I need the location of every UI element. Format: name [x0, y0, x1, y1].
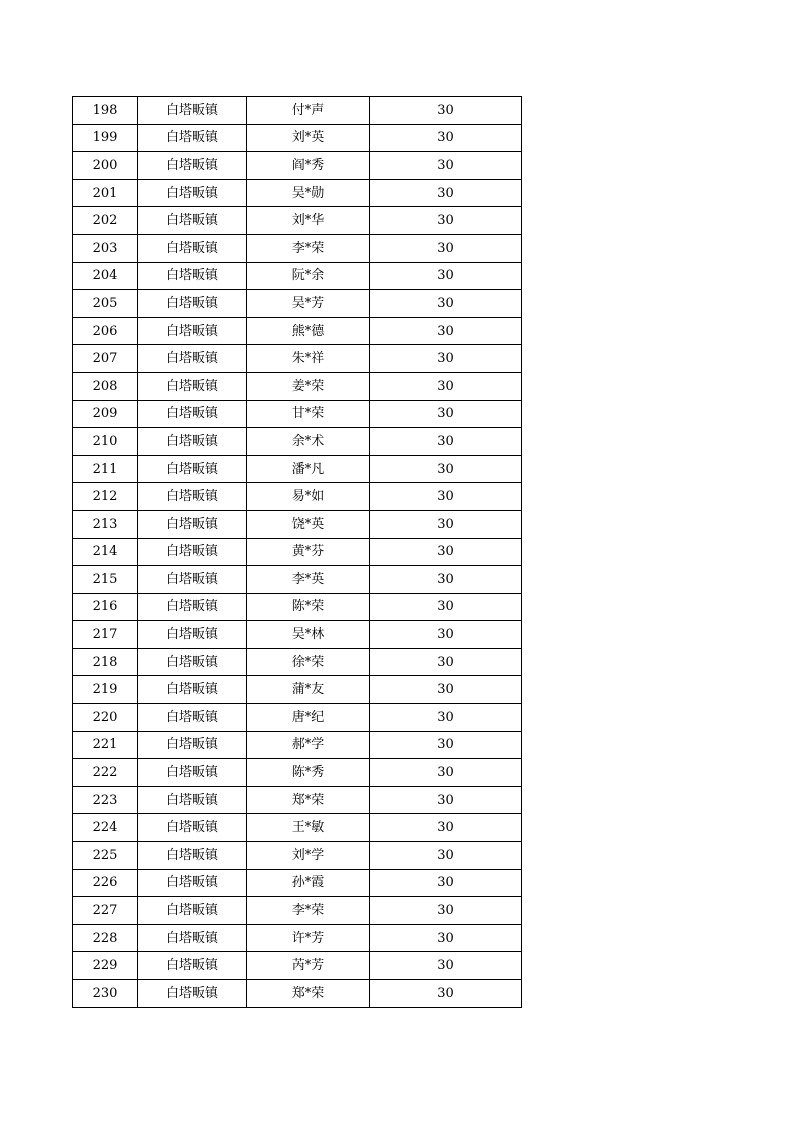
amount-cell: 30 [370, 759, 522, 787]
town-cell: 白塔畈镇 [138, 124, 247, 152]
row-number-cell: 202 [73, 207, 138, 235]
town-cell: 白塔畈镇 [138, 428, 247, 456]
table-row [73, 97, 522, 125]
town-cell: 白塔畈镇 [138, 152, 247, 180]
town-cell: 白塔畈镇 [138, 483, 247, 511]
table-row [73, 676, 522, 704]
person-name-cell: 饶*英 [247, 510, 370, 538]
row-number-cell: 198 [73, 97, 138, 125]
town-cell: 白塔畈镇 [138, 400, 247, 428]
amount-cell: 30 [370, 566, 522, 594]
amount-cell: 30 [370, 510, 522, 538]
table-row [73, 152, 522, 180]
town-cell: 白塔畈镇 [138, 786, 247, 814]
row-number-cell: 222 [73, 759, 138, 787]
row-number-cell: 225 [73, 842, 138, 870]
row-number-cell: 211 [73, 455, 138, 483]
person-name-cell: 徐*荣 [247, 648, 370, 676]
table-row [73, 621, 522, 649]
town-cell: 白塔畈镇 [138, 980, 247, 1008]
amount-cell: 30 [370, 704, 522, 732]
row-number-cell: 206 [73, 317, 138, 345]
data-table [72, 96, 522, 1008]
table-row [73, 814, 522, 842]
person-name-cell: 芮*芳 [247, 952, 370, 980]
town-cell: 白塔畈镇 [138, 538, 247, 566]
amount-cell: 30 [370, 621, 522, 649]
amount-cell: 30 [370, 842, 522, 870]
row-number-cell: 216 [73, 593, 138, 621]
amount-cell: 30 [370, 676, 522, 704]
person-name-cell: 易*如 [247, 483, 370, 511]
person-name-cell: 潘*凡 [247, 455, 370, 483]
row-number-cell: 224 [73, 814, 138, 842]
town-cell: 白塔畈镇 [138, 676, 247, 704]
table-row [73, 786, 522, 814]
amount-cell: 30 [370, 400, 522, 428]
table-row [73, 759, 522, 787]
person-name-cell: 许*芳 [247, 924, 370, 952]
amount-cell: 30 [370, 290, 522, 318]
row-number-cell: 209 [73, 400, 138, 428]
amount-cell: 30 [370, 372, 522, 400]
table-row [73, 731, 522, 759]
person-name-cell: 付*声 [247, 97, 370, 125]
row-number-cell: 215 [73, 566, 138, 594]
amount-cell: 30 [370, 317, 522, 345]
row-number-cell: 228 [73, 924, 138, 952]
amount-cell: 30 [370, 980, 522, 1008]
town-cell: 白塔畈镇 [138, 648, 247, 676]
person-name-cell: 蒲*友 [247, 676, 370, 704]
person-name-cell: 吴*芳 [247, 290, 370, 318]
amount-cell: 30 [370, 538, 522, 566]
table-row [73, 179, 522, 207]
table-row [73, 262, 522, 290]
table-row [73, 648, 522, 676]
row-number-cell: 226 [73, 869, 138, 897]
town-cell: 白塔畈镇 [138, 621, 247, 649]
row-number-cell: 201 [73, 179, 138, 207]
amount-cell: 30 [370, 428, 522, 456]
row-number-cell: 217 [73, 621, 138, 649]
row-number-cell: 199 [73, 124, 138, 152]
town-cell: 白塔畈镇 [138, 455, 247, 483]
person-name-cell: 甘*荣 [247, 400, 370, 428]
row-number-cell: 210 [73, 428, 138, 456]
table-row [73, 372, 522, 400]
person-name-cell: 阎*秀 [247, 152, 370, 180]
town-cell: 白塔畈镇 [138, 952, 247, 980]
person-name-cell: 李*英 [247, 566, 370, 594]
table-row [73, 924, 522, 952]
table-row [73, 124, 522, 152]
row-number-cell: 208 [73, 372, 138, 400]
table-row [73, 704, 522, 732]
town-cell: 白塔畈镇 [138, 207, 247, 235]
town-cell: 白塔畈镇 [138, 510, 247, 538]
person-name-cell: 熊*德 [247, 317, 370, 345]
town-cell: 白塔畈镇 [138, 842, 247, 870]
town-cell: 白塔畈镇 [138, 372, 247, 400]
row-number-cell: 207 [73, 345, 138, 373]
row-number-cell: 200 [73, 152, 138, 180]
row-number-cell: 214 [73, 538, 138, 566]
amount-cell: 30 [370, 593, 522, 621]
person-name-cell: 黄*芬 [247, 538, 370, 566]
town-cell: 白塔畈镇 [138, 345, 247, 373]
town-cell: 白塔畈镇 [138, 869, 247, 897]
amount-cell: 30 [370, 97, 522, 125]
town-cell: 白塔畈镇 [138, 759, 247, 787]
person-name-cell: 刘*学 [247, 842, 370, 870]
table-row [73, 566, 522, 594]
amount-cell: 30 [370, 179, 522, 207]
town-cell: 白塔畈镇 [138, 924, 247, 952]
town-cell: 白塔畈镇 [138, 731, 247, 759]
town-cell: 白塔畈镇 [138, 97, 247, 125]
table-row [73, 234, 522, 262]
table-row [73, 207, 522, 235]
amount-cell: 30 [370, 952, 522, 980]
person-name-cell: 郑*荣 [247, 980, 370, 1008]
town-cell: 白塔畈镇 [138, 814, 247, 842]
person-name-cell: 孙*霞 [247, 869, 370, 897]
person-name-cell: 李*荣 [247, 897, 370, 925]
person-name-cell: 刘*华 [247, 207, 370, 235]
town-cell: 白塔畈镇 [138, 897, 247, 925]
table-row [73, 842, 522, 870]
table-row [73, 593, 522, 621]
amount-cell: 30 [370, 124, 522, 152]
person-name-cell: 唐*纪 [247, 704, 370, 732]
amount-cell: 30 [370, 786, 522, 814]
town-cell: 白塔畈镇 [138, 290, 247, 318]
amount-cell: 30 [370, 869, 522, 897]
row-number-cell: 223 [73, 786, 138, 814]
table-row [73, 290, 522, 318]
table-row [73, 483, 522, 511]
amount-cell: 30 [370, 897, 522, 925]
person-name-cell: 刘*英 [247, 124, 370, 152]
row-number-cell: 230 [73, 980, 138, 1008]
town-cell: 白塔畈镇 [138, 593, 247, 621]
amount-cell: 30 [370, 924, 522, 952]
table-body [73, 97, 522, 1008]
table-row [73, 952, 522, 980]
table-row [73, 317, 522, 345]
person-name-cell: 吴*林 [247, 621, 370, 649]
person-name-cell: 郝*学 [247, 731, 370, 759]
amount-cell: 30 [370, 648, 522, 676]
row-number-cell: 205 [73, 290, 138, 318]
table-row [73, 345, 522, 373]
row-number-cell: 229 [73, 952, 138, 980]
amount-cell: 30 [370, 345, 522, 373]
row-number-cell: 227 [73, 897, 138, 925]
row-number-cell: 203 [73, 234, 138, 262]
table-row [73, 455, 522, 483]
amount-cell: 30 [370, 262, 522, 290]
amount-cell: 30 [370, 234, 522, 262]
amount-cell: 30 [370, 455, 522, 483]
person-name-cell: 余*术 [247, 428, 370, 456]
row-number-cell: 204 [73, 262, 138, 290]
town-cell: 白塔畈镇 [138, 704, 247, 732]
table-row [73, 428, 522, 456]
person-name-cell: 郑*荣 [247, 786, 370, 814]
table-row [73, 980, 522, 1008]
person-name-cell: 姜*荣 [247, 372, 370, 400]
amount-cell: 30 [370, 152, 522, 180]
row-number-cell: 221 [73, 731, 138, 759]
person-name-cell: 陈*荣 [247, 593, 370, 621]
town-cell: 白塔畈镇 [138, 234, 247, 262]
amount-cell: 30 [370, 731, 522, 759]
row-number-cell: 213 [73, 510, 138, 538]
town-cell: 白塔畈镇 [138, 262, 247, 290]
town-cell: 白塔畈镇 [138, 179, 247, 207]
row-number-cell: 220 [73, 704, 138, 732]
table-row [73, 869, 522, 897]
amount-cell: 30 [370, 207, 522, 235]
table-row [73, 510, 522, 538]
amount-cell: 30 [370, 814, 522, 842]
person-name-cell: 李*荣 [247, 234, 370, 262]
table-row [73, 400, 522, 428]
table-row [73, 538, 522, 566]
person-name-cell: 陈*秀 [247, 759, 370, 787]
row-number-cell: 212 [73, 483, 138, 511]
person-name-cell: 阮*余 [247, 262, 370, 290]
town-cell: 白塔畈镇 [138, 317, 247, 345]
person-name-cell: 吴*勋 [247, 179, 370, 207]
table-row [73, 897, 522, 925]
person-name-cell: 王*敏 [247, 814, 370, 842]
row-number-cell: 218 [73, 648, 138, 676]
town-cell: 白塔畈镇 [138, 566, 247, 594]
person-name-cell: 朱*祥 [247, 345, 370, 373]
row-number-cell: 219 [73, 676, 138, 704]
amount-cell: 30 [370, 483, 522, 511]
